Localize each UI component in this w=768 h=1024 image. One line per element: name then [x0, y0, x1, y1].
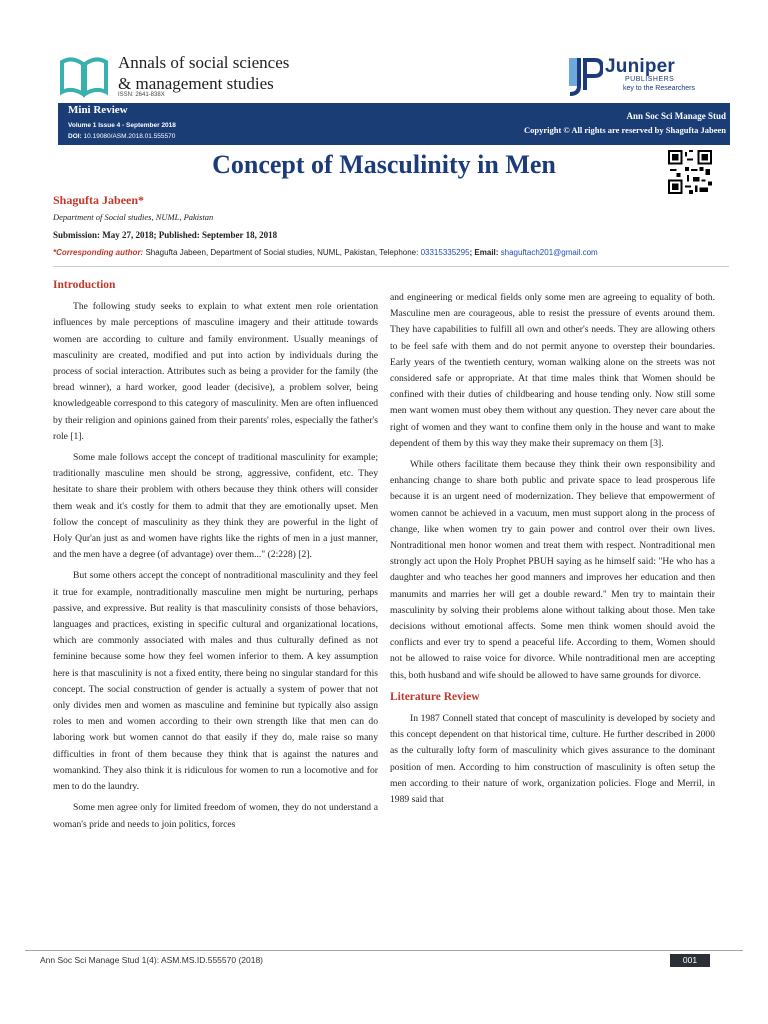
doi-label: DOI: [68, 133, 82, 140]
paragraph: In 1987 Connell stated that concept of masculinity is developed by society and this concept dependent on that historical time, culture. He further described in 2000 as the culturally lofty form of masculinity which gives assurance to the dominant position of men. According to him construction of masculinity is often setup the men according to their nature of work, organization policies. Floge and Merril, in 1989 said that [390, 713, 715, 806]
introduction-heading: Introduction [53, 279, 116, 291]
journal-title-line2: & management studies [118, 74, 274, 93]
qr-code-icon [668, 150, 712, 194]
email-link[interactable]: shaguftach201@gmail.com [500, 248, 598, 257]
journal-abbrev: Ann Soc Sci Manage Stud [626, 111, 726, 121]
corresponding-author [53, 248, 733, 257]
article-type: Mini Review [68, 104, 128, 116]
paragraph: Some male follows accept the concept of traditional masculinity for example; traditionally masculine men should be strong, aggressive, confident, etc. They hesitate to share their problem with others because they think others will consider them weak and it's costly for them to admit that they are emotionally upset. Men follow the concept of masculinity as they think they are powerful in the light of Holy Qur'an just as and women have rights like the rights of men in a just manner, and the men have a degree (of advantage) over them..." (2:228) [2]. [53, 452, 378, 561]
doi-value[interactable]: 10.19080/ASM.2018.01.555570 [83, 133, 176, 140]
author-affiliation: Department of Social studies, NUML, Pakistan [53, 212, 214, 222]
paragraph: But some others accept the concept of nontraditional masculinity and they feel it true for example, nontraditionally masculine men might be nurturing, perhaps passive, and expressive. But reality is that masculinity consists of those behaviors, languages and practices, existing in specific cultural and organizational locations, which are commonly associated with males and thus culturally defined as not feminine because some how they feel women inferior to them. A key assumption here is that masculinity is not a fixed entity, there being no singular standard for this concept. The social construction of gender is actually a system of power that not only divides men and women as masculine and feminine but typically also assign roles to men and women according to their own strength like that men can do laboring work but women cannot do that easily if they do, male raise so many difficulties in front of them because they think that is against the natures and womankind. They also think it is ridiculous for women to run a locomotive and for men to do the laundry. [53, 570, 378, 793]
paragraph: Some men agree only for limited freedom of women, they do not understand a woman's pride and needs to join politics, forces [53, 802, 378, 830]
copyright: Copyright © All rights are reserved by Shagufta Jabeen [523, 125, 726, 135]
paragraph: While others facilitate them because they think their own responsibility and enhancing change to share both public and private space to lead prosperous life because it is an urgent need of modernization. They believe that empowerment of women cannot be achieved in a vacuum, men must support along in the process of change, like when women try to gain power and control over their own lives. Nontraditional men honor women and treat them with respect. Nontraditional men strongly act upon the Holy Prophet PBUH saying as he himself said: "He who has a daughter and who teaches her good manners and improves her education and then manumits and marries her will get a double reward." Men try to maintain their masculinity by solving their problems alone without talking about those. Men take decisions without emotional affects. Some men think women should avoid the conflicts and ever try to spend a peaceful life. According to them, Women should not be allowed to raise voice for divorce. While nontraditional men are accepting this, both husband and wife should be allowed to have same grounds for divorce. [390, 459, 715, 681]
corresponding-label: *Corresponding author: [53, 248, 144, 257]
volume-issue: Volume 1 Issue 4 - September 2018 [68, 122, 176, 129]
paper-title: Concept of Masculinity in Men [212, 150, 556, 179]
email-label: ; Email: [469, 248, 501, 257]
paragraph: The following study seeks to explain to what extent men role orientation influences by male perceptions of masculine imagery and their attitude towards women are according to culture and family environment. Usually meanings of masculinity are created, modified and put into action by individuals during the process of social interaction. Attributes such as being a provider for the family (the bread winner), a hard worker, good leader (decisive), a problem solver, being knowledgeable correspond to this category of masculinity. Men are often influenced by their religion and opinions gained from their parents' roles, especially the father's role [1]. [53, 301, 378, 442]
corresponding-text: Shagufta Jabeen, Department of Social studies, NUML, Pakistan, Telephone: [143, 248, 421, 257]
page-number: 001 [670, 954, 710, 967]
footer-divider [25, 950, 743, 951]
publisher-tagline: key to the Researchers [623, 85, 695, 92]
paragraph: and engineering or medical fields only some men are agreeing to equality of both. Masculine men are courageous, able to resist the pressure of events around them. They have capabilities to fulfill all own and other's needs. They are allowing others to be feel safe with them and do not permit anyone to overstep their boundaries. Early years of the twentieth century, woman walking alone on the streets was not considered safe or appropriate. At that time males think that Women should be confined with their duties of childbearing and house tending only. Now still some men want women must obey them without any question. They never care about the right of women and they want to confine them only in the house and want to make dependent of them by this way they make their supremacy on them [3]. [390, 292, 715, 449]
right-column [390, 290, 715, 813]
footer-citation: Ann Soc Sci Manage Stud 1(4): ASM.MS.ID.555570 (2018) [40, 955, 264, 965]
literature-review-heading: Literature Review [390, 690, 480, 703]
publisher-name: Juniper [605, 56, 676, 77]
journal-title [118, 52, 418, 94]
journal-title-line1: Annals of social sciences [118, 53, 290, 72]
author-name: Shagufta Jabeen* [53, 193, 145, 207]
issn: ISSN: 2641-838X [118, 92, 165, 98]
header-band [58, 103, 730, 145]
doi-line [68, 133, 175, 140]
publisher-sub: PUBLISHERS [625, 76, 675, 83]
open-book-logo-icon [58, 54, 110, 98]
juniper-publishers-logo [565, 54, 725, 98]
telephone-link[interactable]: 03315335295 [420, 248, 470, 257]
left-column [53, 274, 378, 838]
header-divider [53, 266, 729, 267]
submission-dates: Submission: May 27, 2018; Published: September 18, 2018 [53, 230, 278, 240]
juniper-publishers-logo-icon [565, 54, 603, 98]
